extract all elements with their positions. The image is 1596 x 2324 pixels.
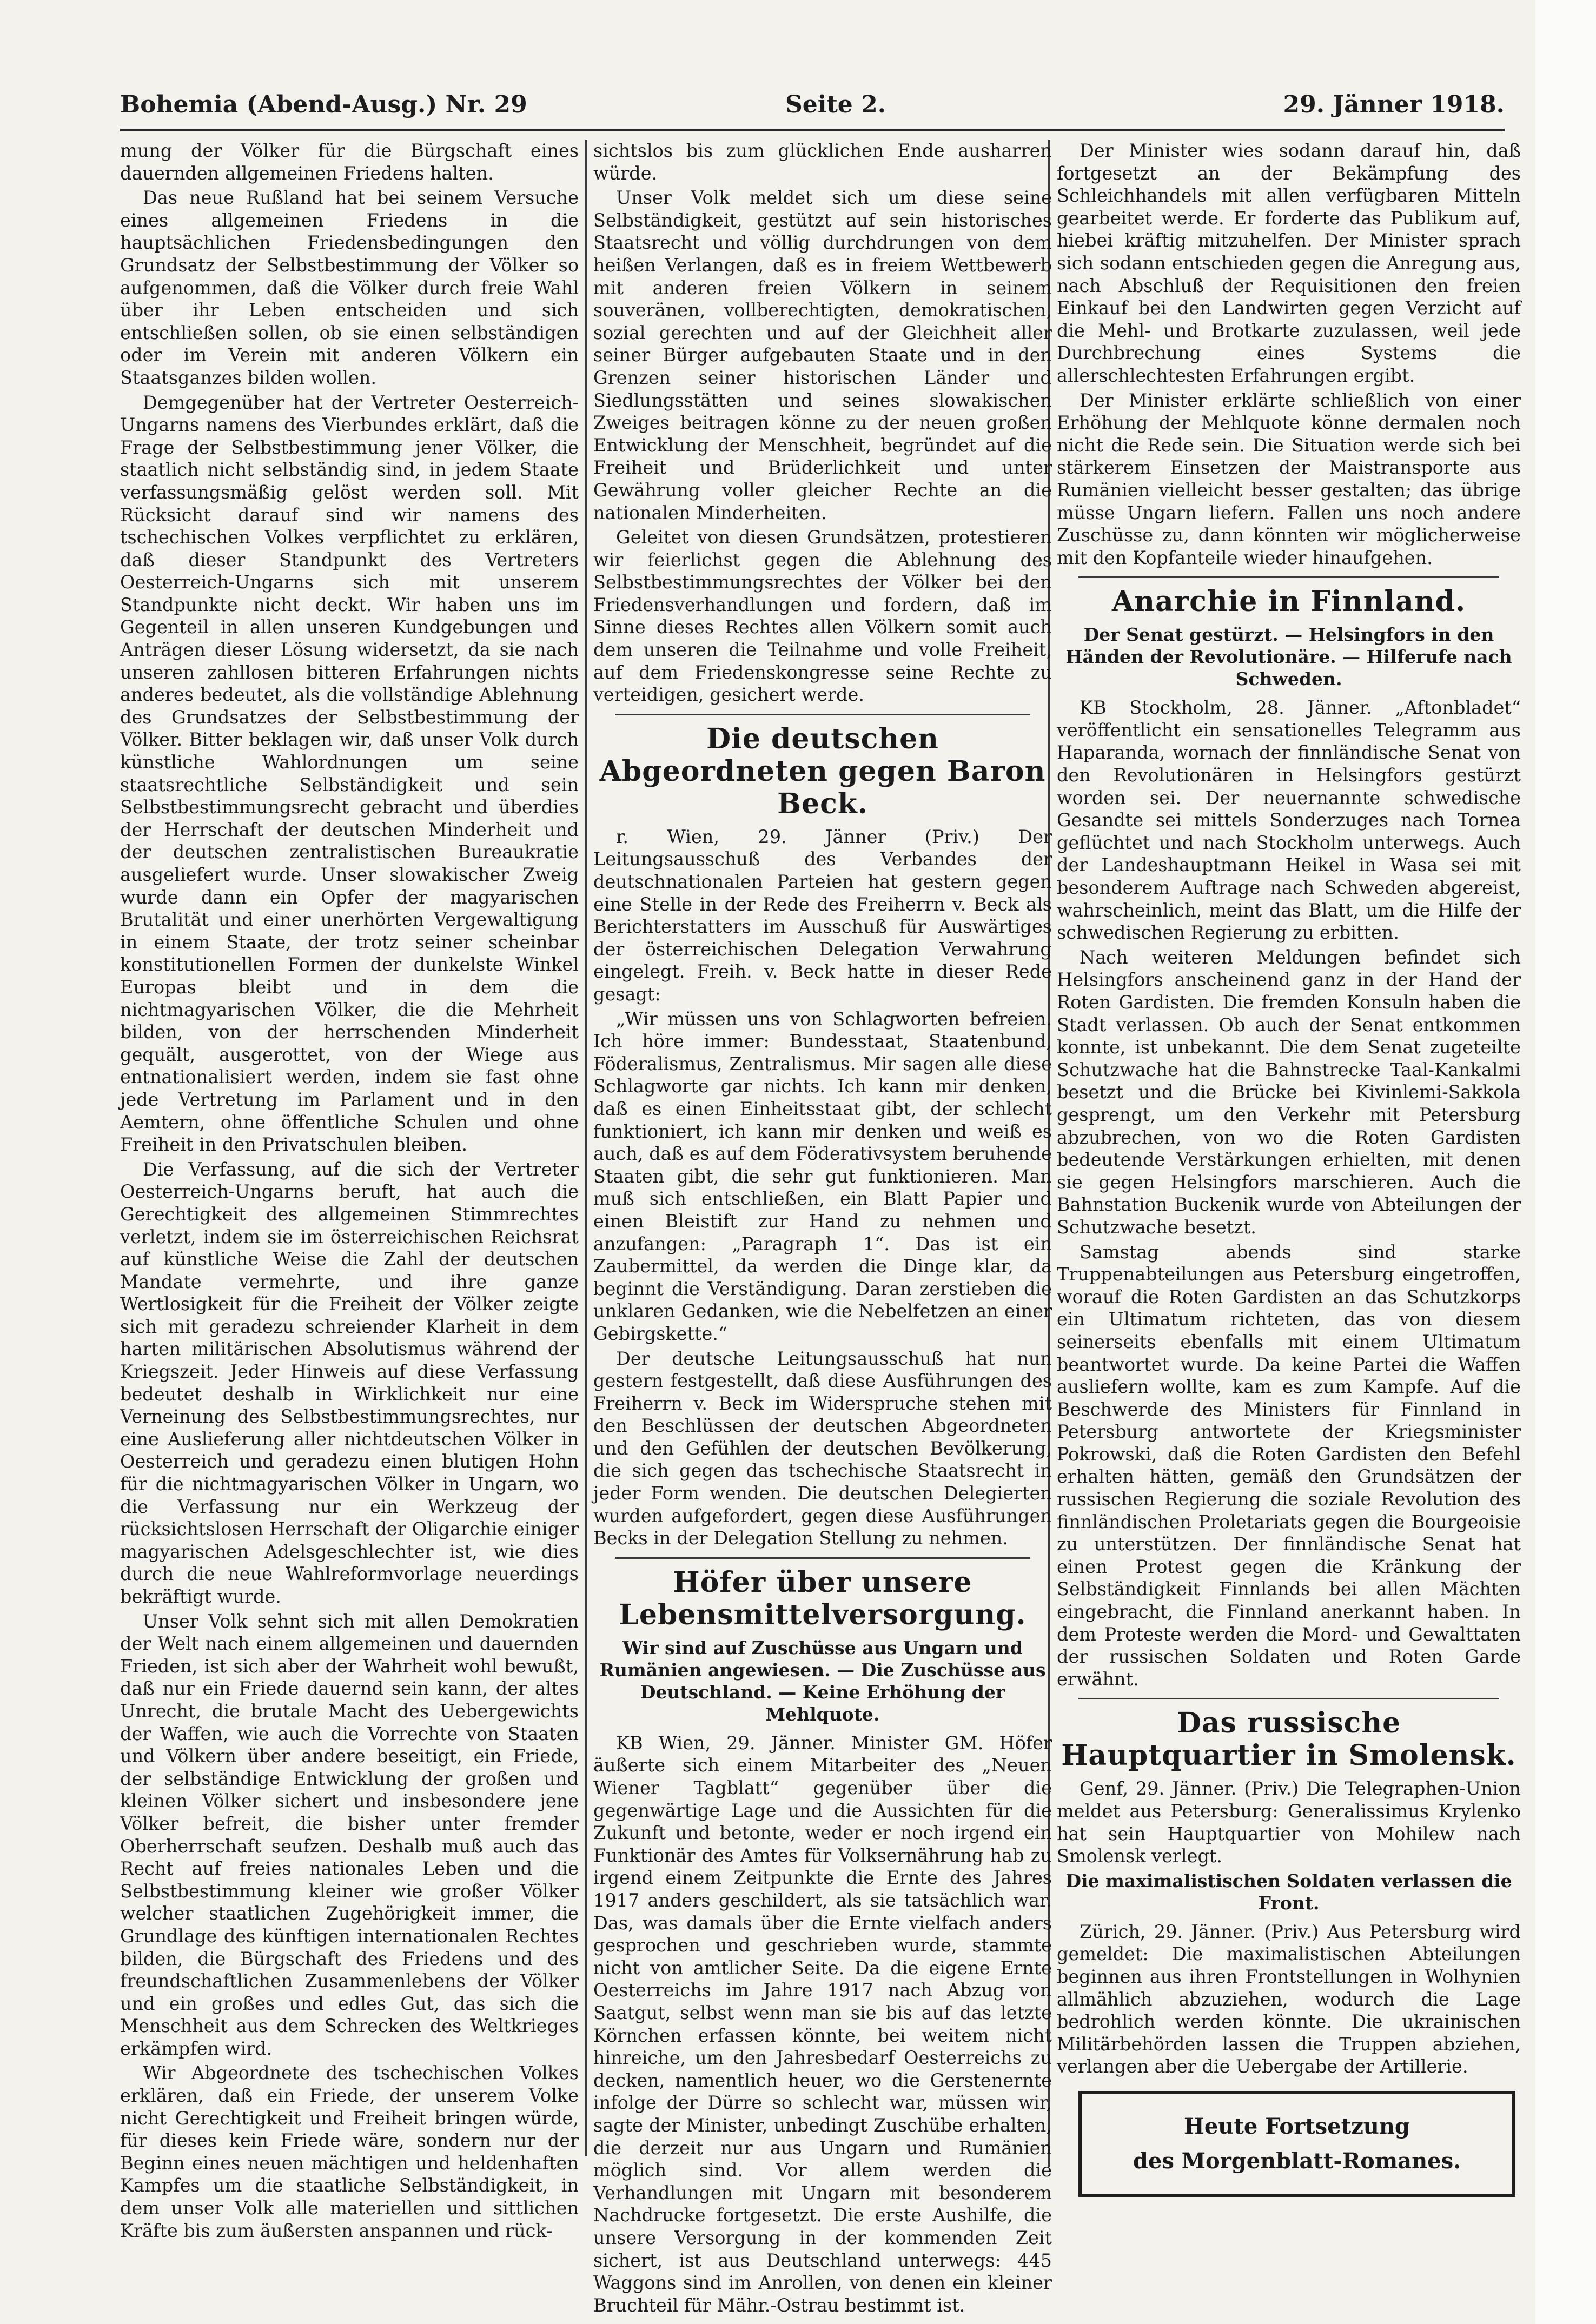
column-3 (1057, 140, 1521, 2197)
headline-beck: Die deutschen Abgeordneten gegen Baron Beck. (599, 722, 1046, 820)
article-paragraph: Samstag abends sind starke Truppenabteilungen aus Petersburg eingetroffen, worauf die Roten Gardisten an das Schutzkorps ein Ultimatum richteten, das von diesem seinerseits ebenfalls mit einem Ultimatum beantwortet wurde. Da keine Partei die Waffen ausliefern wollte, kam es zum Kampfe. Auf die Beschwerde des Ministers für Finnland in Petersburg antwortete der Kriegsminister Pokrowski, daß die Roten Gardisten den Befehl erhalten hätten, gemäß den Grundsätzen der russischen Regierung die soziale Revolution des finnländischen Proletariats gegen die Bourgeoisie zu unterstützen. Der finnländische Senat hat einen Protest gegen die Kränkung der Selbständigkeit Finnlands bei allen Mächten eingebracht, die Finnland anerkannt haben. In dem Proteste werden die Mord- und Gewalttaten der russischen Soldaten und Roten Garde erwähnt. (1057, 1241, 1521, 1690)
column-1 (120, 140, 579, 2244)
notice-line-2: des Morgenblatt-Romanes. (1133, 2148, 1461, 2174)
article-paragraph: sichtslos bis zum glücklichen Ende ausharren würde. (593, 140, 1052, 184)
article-paragraph: Unser Volk sehnt sich mit allen Demokratien der Welt nach einem allgemeinen und dauernden Frieden, ist sich aber der Wahrheit wohl bewußt, daß nur ein Friede dauernd sein kann, der altes Unrecht, die brutale Macht des Uebergewichts der Waffen, wie auch die Vorrechte von Staaten und Völkern über andere beseitigt, ein Friede, der selbständige Entwicklung der großen und kleinen Völker sichert und insbesondere jene Völker befreit, die bisher unter fremder Oberherrschaft seufzen. Deshalb muß auch das Recht auf freies nationales Leben und die Selbstbestimmung kleiner wie großer Völker welcher staatlichen Zugehörigkeit immer, die Grundlage des künftigen internationalen Rechtes bilden, die Bürgschaft des Friedens und des freundschaftlichen Zusammenlebens der Völker und ein großes und edles Gut, das sich die Menschheit aus dem Schrecken des Weltkrieges erkämpfen wird. (120, 1610, 579, 2059)
subheadline-hoefer: Wir sind auf Zuschüsse aus Ungarn und Rumänien angewiesen. — Die Zuschüsse aus Deutschland. — Keine Erhöhung der Mehlquote. (599, 1637, 1046, 1725)
headline-smolensk: Das russische Hauptquartier in Smolensk. (1061, 1707, 1516, 1772)
article-paragraph: Geleitet von diesen Grundsätzen, protestieren wir feierlichst gegen die Ablehnung des Selbstbestimmungsrechtes der Völker bei den Friedensverhandlungen und fordern, daß im Sinne dieses Rechtes allen Völkern somit auch dem unseren die Teilnahme und volle Freiheit, auf dem Friedenskongresse seine Rechte zu verteidigen, gesichert werde. (593, 527, 1052, 706)
article-paragraph: Der deutsche Leitungsausschuß hat nun gestern festgestellt, daß diese Ausführungen des Freiherrn v. Beck im Widerspruche stehen mit den Beschlüssen der deutschen Abgeordneten und den Gefühlen der deutschen Bevölkerung, die sich gegen das tschechische Staatsrecht in jeder Form wenden. Die deutschen Delegierten wurden aufgefordert, gegen diese Ausführungen Becks in der Delegation Stellung zu nehmen. (593, 1347, 1052, 1549)
article-separator (1078, 1698, 1499, 1699)
article-paragraph: KB Wien, 29. Jänner. Minister GM. Höfer äußerte sich einem Mitarbeiter des „Neuen Wiener Tagblatt“ gegenüber über die gegenwärtige Lage und die Aussichten für die Zukunft und betonte, weder er noch irgend ein Funktionär des Amtes für Volksernährung hab zu irgend einem Zeitpunkte die Ernte des Jahres 1917 anders geschildert, als sie tatsächlich war. Das, was damals über die Ernte vielfach anders gesprochen und geschrieben wurde, stammte nicht von amtlicher Seite. Da die eigene Ernte Oesterreichs im Jahre 1917 nach Abzug von Saatgut, selbst wenn man sie bis auf das letzte Körnchen erfassen könnte, bei weitem nicht hinreiche, um den Jahresbedarf Oesterreichs zu decken, namentlich heuer, wo die Gerstenernte infolge der Dürre so schlecht war, müssen wir, sagte der Minister, unbedingt Zuschübe erhalten, die derzeit nur aus Ungarn und Rumänien möglich sind. Vor allem werden die Verhandlungen mit Ungarn mit besonderem Nachdrucke fortgesetzt. Die erste Aushilfe, die unsere Versorgung in der kommenden Zeit sichert, ist aus Deutschland unterwegs: 445 Waggons sind im Anrollen, von denen ein kleiner Bruchteil für Mähr.-Ostrau bestimmt ist. (593, 1732, 1052, 2316)
subheadline-finnland: Der Senat gestürzt. — Helsingfors in den Händen der Revolutionäre. — Hilferufe nach Schweden. (1065, 624, 1512, 690)
subheadline-front: Die maximalistischen Soldaten verlassen die Front. (1065, 1870, 1512, 1914)
article-paragraph: Demgegenüber hat der Vertreter Oesterreich-Ungarns namens des Vierbundes erklärt, daß die Frage der Selbstbestimmung jener Völker, die staatlich nicht selbständig sind, in jedem Staate verfassungsmäßig gelöst werden soll. Mit Rücksicht darauf sind wir namens des tschechischen Volkes verpflichtet zu erklären, daß dieser Standpunkt des Vertreters Oesterreich-Ungarns sich mit unserem Standpunkte nicht deckt. Wir haben uns im Gegenteil in allen unseren Kundgebungen und Anträgen dieser Lösung widersetzt, da sie nach unseren zahllosen bitteren Erfahrungen nichts anderes bedeutet, als die vollständige Ablehnung des Grundsatzes der Selbstbestimmung der Völker. Bitter beklagen wir, daß unser Volk durch künstliche Wahlordnungen um seine staatsrechtliche Selbständigkeit und sein Selbstbestimmungsrecht gebracht und überdies der Herrschaft der deutschen Minderheit und der deutschen zentralistischen Bureaukratie ausgeliefert wurde. Unser slowakischer Zweig wurde dann ein Opfer der magyarischen Brutalität und einer unerhörten Vergewaltigung in einem Staate, der trotz seiner scheinbar konstitutionellen Formen der dunkelste Winkel Europas bleibt und in dem die nichtmagyarischen Völker, die die Mehrheit bilden, von der herrschenden Minderheit gequält, ausgerottet, von der Wiege aus entnationalisiert werden, indem sie fast ohne jede Vertretung im Parlament und in den Aemtern, ohne öffentliche Schulen und ohne Freiheit in den Privatschulen bleiben. (120, 391, 579, 1156)
article-paragraph: Nach weiteren Meldungen befindet sich Helsingfors anscheinend ganz in der Hand der Roten Gardisten. Die fremden Konsuln haben die Stadt verlassen. Ob auch der Senat entkommen konnte, ist unbekannt. Die dem Senat zugeteilte Schutzwache hat die Bahnstrecke Taal-Kankalmi besetzt und die Brücke bei Kivinlemi-Sakkola gesprengt, um den Verkehr mit Petersburg abzubrechen, von wo die Roten Gardisten bedeutende Verstärkungen erhielten, mit denen sie gegen Helsingfors marschieren. Auch die Bahnstation Buckenik wurde von Abteilungen der Schutzwache besetzt. (1057, 946, 1521, 1238)
article-paragraph: KB Stockholm, 28. Jänner. „Aftonbladet“ veröffentlicht ein sensationelles Telegramm aus Haparanda, wornach der finnländische Senat von den Revolutionären in Helsingfors gestürzt worden sei. Der neuernannte schwedische Gesandte sei mittels Sonderzuges nach Tornea geflüchtet und nach Stockholm unterwegs. Auch der Landeshauptmann Heikel in Wasa sei mit besonderem Auftrage nach Schweden abgereist, wahrscheinlich, meint das Blatt, um die Hilfe der schwedischen Regierung zu erbitten. (1057, 697, 1521, 944)
column-rule-1 (585, 140, 587, 2156)
article-quote: „Wir müssen uns von Schlagworten befreien. Ich höre immer: Bundesstaat, Staatenbund, Föderalismus, Zentralismus. Mir sagen alle diese Schlagworte gar nichts. Ich kann mir denken, daß es einen Einheitsstaat gibt, der schlecht funktioniert, ich kann mir denken und weiß es auch, daß es auf dem Föderativsystem beruhende Staaten gibt, die sehr gut funktionieren. Man muß sich entschließen, ein Blatt Papier und einen Bleistift zur Hand zu nehmen und anzufangen: „Paragraph 1“. Das ist ein Zaubermittel, da werden die Dinge klar, da beginnt die Verständigung. Daran zerstieben die unklaren Gedanken, wie die Nebelfetzen an einer Gebirgskette.“ (593, 1008, 1052, 1344)
article-paragraph: Die Verfassung, auf die sich der Vertreter Oesterreich-Ungarns beruft, hat auch die Gerechtigkeit des allgemeinen Stimmrechtes verletzt, indem sie im österreichischen Reichsrat auf künstliche Weise die Zahl der deutschen Mandate vermehrte, und ihre ganze Wertlosigkeit für die Freiheit der Völker zeigte sich mit geradezu schreiender Klarheit in dem harten militärischen Absolutismus während der Kriegszeit. Jeder Hinweis auf diese Verfassung bedeutet deshalb in Wirklichkeit nur eine Verneinung des Selbstbestimmungsrechtes, nur eine Auslieferung aller nichtdeutschen Völker in Oesterreich und geradezu einen blutigen Hohn für die nichtmagyarischen Völker in Ungarn, wo die Verfassung nur ein Werkzeug der rücksichtslosen Herrschaft der Oligarchie einiger magyarischen Adelsgeschlechter ist, wie dies durch die neue Wahlreformvorlage neuerdings bekräftigt wurde. (120, 1158, 579, 1607)
article-separator (1078, 576, 1499, 578)
page-number: Seite 2. (785, 91, 886, 118)
article-paragraph: Genf, 29. Jänner. (Priv.) Die Telegraphen-Union meldet aus Petersburg: Generalissimus Krylenko hat sein Hauptquartier von Mohilew nach Smolensk verlegt. (1057, 1778, 1521, 1867)
article-paragraph: Wir Abgeordnete des tschechischen Volkes erklären, daß ein Friede, der unserem Volke nicht Gerechtigkeit und Freiheit bringen würde, für dieses kein Friede wäre, sondern nur der Beginn eines neuen mächtigen und heldenhaften Kampfes um die staatliche Selbständigkeit, in dem unser Volk alle materiellen und sittlichen Kräfte bis zum äußersten anspannen und rück- (120, 2062, 579, 2241)
headline-hoefer: Höfer über unsere Lebensmittelversorgung. (619, 1565, 1027, 1631)
header-rule (120, 129, 1505, 131)
headline-finnland: Anarchie in Finnland. (1111, 585, 1466, 619)
serial-notice-box (1078, 2091, 1515, 2197)
article-paragraph: Der Minister wies sodann darauf hin, daß fortgesetzt an der Bekämpfung des Schleichhandels mit allen verfügbaren Mitteln gearbeitet werde. Er forderte das Publikum auf, hiebei kräftig mitzuhelfen. Der Minister sprach sich sodann entschieden gegen die Anregung aus, nach Abschluß der Requisitionen den freien Einkauf bei den Landwirten gegen Verzicht auf die Mehl- und Brotkarte zuzulassen, weil jede Durchbrechung eines Systems die allerschlechtesten Erfahrungen ergibt. (1057, 140, 1521, 386)
article-separator (615, 1557, 1030, 1559)
page-header (120, 91, 1505, 129)
notice-line-1: Heute Fortsetzung (1184, 2113, 1410, 2139)
article-paragraph: Das neue Rußland hat bei seinem Versuche eines allgemeinen Friedens in die hauptsächlichen Friedensbedingungen den Grundsatz der Selbstbestimmung der Völker so aufgenommen, daß die Völker durch freie Wahl über ihr Leben entscheiden und sich entschließen sollen, ob sie einen selbständigen oder im Verein mit anderen Völkern ein Staatsganzes bilden wollen. (120, 187, 579, 388)
article-separator (615, 714, 1030, 715)
scan-border (1535, 0, 1596, 2324)
article-paragraph: r. Wien, 29. Jänner (Priv.) Der Leitungsausschuß des Verbandes der deutschnationalen Parteien hat gestern gegen eine Stelle in der Rede des Freiherrn v. Beck als Berichterstatters im Ausschuß für Auswärtiges der österreichischen Delegation Verwahrung eingelegt. Freih. v. Beck hatte in dieser Rede gesagt: (593, 826, 1052, 1005)
masthead-title: Bohemia (Abend-Ausg.) Nr. 29 (120, 91, 527, 118)
article-paragraph: mung der Völker für die Bürgschaft eines dauernden allgemeinen Friedens halten. (120, 140, 579, 184)
article-paragraph: Der Minister erklärte schließlich von einer Erhöhung der Mehlquote könne dermalen noch nicht die Rede sein. Die Situation werde sich bei stärkerem Einsetzen der Maistransporte aus Rumänien vielleicht besser gestalten; das übrige müsse Ungarn liefern. Fallen uns noch andere Zuschüsse zu, dann könnten wir möglicherweise mit den Kopfanteile wieder hinaufgehen. (1057, 389, 1521, 568)
article-paragraph: Unser Volk meldet sich um diese seine Selbständigkeit, gestützt auf sein historisches Staatsrecht und völlig durchdrungen von dem heißen Verlangen, daß es in freiem Wettbewerb mit anderen freien Völkern in seinem souveränen, vollberechtigten, demokratischen, sozial gerechten und auf der Gleichheit aller seiner Bürger aufgebauten Staate und in den Grenzen seiner historischen Länder und Siedlungsstätten und seines slowakischen Zweiges beitragen könne zu der neuen großen Entwicklung der Menschheit, begründet auf die Freiheit und Brüderlichkeit und unter Gewährung voller gleicher Rechte an die nationalen Minderheiten. (593, 187, 1052, 523)
issue-date: 29. Jänner 1918. (1283, 91, 1505, 118)
column-2 (593, 140, 1052, 2319)
article-paragraph: Zürich, 29. Jänner. (Priv.) Aus Petersburg wird gemeldet: Die maximalistischen Abteilungen beginnen aus ihren Frontstellungen in Wolhynien allmählich abzuziehen, wodurch die Lage bedrohlich werden könnte. Die ukrainischen Militärbehörden lassen die Truppen abziehen, verlangen aber die Uebergabe der Artillerie. (1057, 1921, 1521, 2077)
